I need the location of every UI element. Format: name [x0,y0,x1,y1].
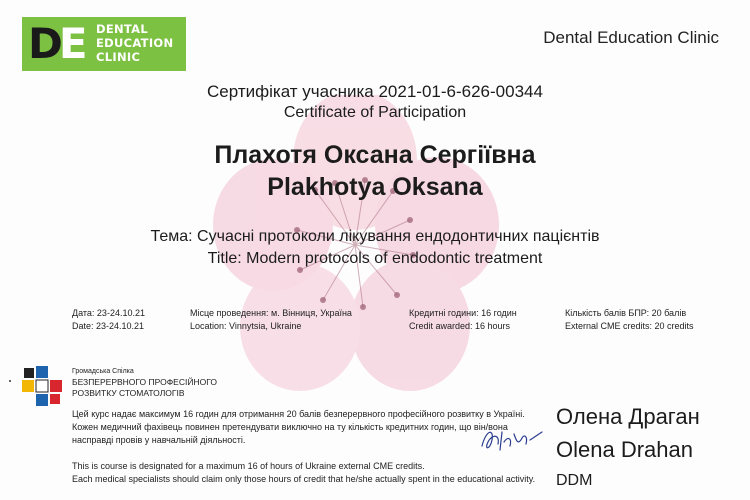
location-ua: Місце проведення: м. Вінниця, Україна [190,308,352,318]
participant-name-ua: Плахотя Оксана Сергіївна [214,141,536,169]
logo-monogram [28,21,84,67]
signatory-name-en: Olena Drahan [556,437,693,462]
date-ua: Дата: 23-24.10.21 [72,308,145,318]
logo-letter-e: E [58,19,84,68]
note-en-line-1: This is course is designated for a maximum 16 of hours of Ukraine external CME credits. [72,461,425,471]
location-block [190,307,352,333]
participant-name-en: Plakhotya Oksana [267,173,483,201]
clinic-logo [22,17,186,71]
note-en-line-2: Each medical specialists should claim only those hours of credit that he/she actually spent in the educational activity. [72,474,536,484]
note-ua-line-1: Цей курс надає максимум 16 годин для отримання 20 балів безперервного професійного розвитку в Україні. [72,409,525,419]
signatory-degree: DDM [556,472,593,489]
speck [9,380,11,382]
note-ua-line-2: Кожен медичний фахівець повинен претендувати виключно на ту кількість кредитних годин, що він/вона [72,422,508,432]
logo-line-3: CLINIC [96,50,141,64]
course-topic-ua: Тема: Сучасні протоколи лікування ендодонтичних пацієнтів [150,228,600,245]
association-line-2: БЕЗПЕРЕРВНОГО ПРОФЕСІЙНОГО [72,377,217,387]
credit-block [409,307,517,333]
certificate-title-ua: Сертифікат учасника 2021-01-6-626-00344 [207,82,543,101]
association-name [72,366,217,399]
logo-line-1: DENTAL [96,22,149,36]
association-logo-icon [22,366,62,406]
signatory-name-ua: Олена Драган [556,404,700,429]
location-en: Location: Vinnytsia, Ukraine [190,321,302,331]
course-topic-en: Title: Modern protocols of endodontic treatment [207,250,543,267]
association-line-1: Громадська Спілка [72,368,134,375]
association-line-3: РОЗВИТКУ СТОМАТОЛОГІВ [72,388,185,398]
certificate-title-en: Certificate of Participation [283,104,467,121]
date-block [72,307,145,333]
date-en: Date: 23-24.10.21 [72,321,145,331]
cme-points-ua: Кількість балів БПР: 20 балів [565,308,687,318]
note-ua-line-3: насправді провів у навчальній діяльності. [72,435,246,445]
handwritten-signature [476,420,546,456]
clinic-name: Dental Education Clinic [543,28,719,47]
credit-hours-ua: Кредитні години: 16 годин [409,308,517,318]
cme-points-en: External CME credits: 20 credits [565,321,694,331]
credit-hours-en: Credit awarded: 16 hours [409,321,511,331]
logo-letter-d: D [28,19,59,68]
points-block [565,307,694,333]
logo-line-2: EDUCATION [96,36,174,50]
